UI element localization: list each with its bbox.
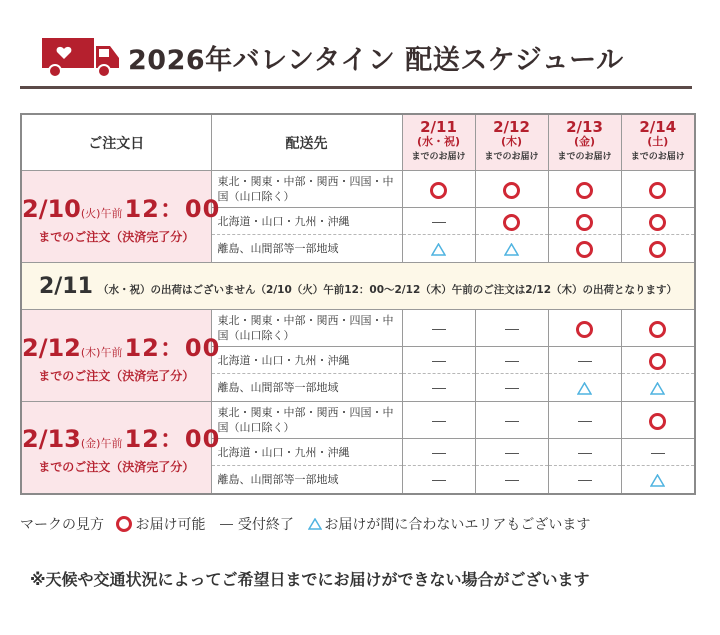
circle-mark-icon bbox=[503, 182, 520, 199]
circle-mark-icon bbox=[576, 241, 593, 258]
availability-cell bbox=[548, 235, 621, 263]
schedule-table bbox=[20, 113, 696, 495]
dash-mark-icon bbox=[505, 480, 519, 481]
delivery-date-header: 2/12 (木) までのお届け bbox=[475, 114, 548, 171]
availability-cell bbox=[402, 374, 475, 402]
availability-cell bbox=[475, 208, 548, 235]
availability-cell bbox=[621, 208, 695, 235]
order-group bbox=[21, 402, 695, 494]
circle-mark-icon bbox=[649, 241, 666, 258]
header-row bbox=[21, 114, 695, 171]
availability-cell bbox=[402, 310, 475, 347]
dash-mark-icon bbox=[432, 388, 446, 389]
legend-dash-text: 受付終了 bbox=[237, 517, 294, 533]
dash-mark-icon bbox=[651, 453, 665, 454]
table-row bbox=[21, 310, 695, 347]
availability-cell bbox=[475, 466, 548, 494]
table-row bbox=[21, 171, 695, 208]
availability-cell bbox=[475, 171, 548, 208]
availability-cell bbox=[475, 310, 548, 347]
circle-mark-icon bbox=[649, 214, 666, 231]
delivery-date-header: 2/11 (水・祝) までのお届け bbox=[402, 114, 475, 171]
circle-mark-icon bbox=[576, 214, 593, 231]
region-cell: 東北・関東・中部・関西・四国・中国（山口除く） bbox=[211, 402, 402, 439]
availability-cell bbox=[621, 235, 695, 263]
availability-cell bbox=[402, 466, 475, 494]
availability-cell bbox=[548, 402, 621, 439]
dash-mark-icon bbox=[505, 329, 519, 330]
availability-cell bbox=[548, 310, 621, 347]
dash-mark-icon bbox=[432, 222, 446, 223]
region-cell: 北海道・山口・九州・沖縄 bbox=[211, 439, 402, 466]
dash-mark-icon bbox=[220, 524, 233, 525]
dash-mark-icon bbox=[578, 480, 592, 481]
footer-note: ※天候や交通状況によってご希望日までにお届けができない場合がございます bbox=[30, 570, 590, 589]
triangle-mark-icon bbox=[431, 243, 446, 256]
notice-text: （水・祝）の出荷はございません（2/10（火）午前12：00〜2/12（木）午前のご注文は2/12（木）の出荷となります） bbox=[98, 283, 678, 296]
triangle-mark-icon bbox=[308, 518, 322, 530]
triangle-mark-icon bbox=[650, 474, 665, 487]
page-header bbox=[20, 28, 692, 88]
truck-heart-icon bbox=[42, 36, 120, 78]
triangle-mark-icon bbox=[650, 382, 665, 395]
availability-cell bbox=[621, 466, 695, 494]
dash-mark-icon bbox=[505, 388, 519, 389]
dash-mark-icon bbox=[432, 361, 446, 362]
availability-cell bbox=[475, 347, 548, 374]
availability-cell bbox=[475, 439, 548, 466]
availability-cell bbox=[548, 374, 621, 402]
availability-cell bbox=[548, 347, 621, 374]
order-deadline-cell: 2/13(金)午前12：00 までのご注文（決済完了分） bbox=[21, 402, 211, 494]
availability-cell bbox=[402, 171, 475, 208]
region-cell: 東北・関東・中部・関西・四国・中国（山口除く） bbox=[211, 171, 402, 208]
circle-mark-icon bbox=[576, 182, 593, 199]
circle-mark-icon bbox=[649, 182, 666, 199]
dash-mark-icon bbox=[432, 421, 446, 422]
legend bbox=[20, 514, 590, 534]
order-group bbox=[21, 171, 695, 263]
region-cell: 北海道・山口・九州・沖縄 bbox=[211, 347, 402, 374]
legend-triangle-text: お届けが間に合わないエリアもございます bbox=[324, 517, 591, 533]
availability-cell bbox=[621, 374, 695, 402]
table-row bbox=[21, 402, 695, 439]
availability-cell bbox=[548, 439, 621, 466]
page-title: 2026年バレンタイン 配送スケジュール bbox=[128, 45, 624, 76]
circle-mark-icon bbox=[649, 353, 666, 370]
availability-cell bbox=[402, 208, 475, 235]
dash-mark-icon bbox=[432, 453, 446, 454]
dash-mark-icon bbox=[505, 453, 519, 454]
region-cell: 離島、山間部等一部地域 bbox=[211, 374, 402, 402]
circle-mark-icon bbox=[649, 321, 666, 338]
availability-cell bbox=[548, 208, 621, 235]
circle-mark-icon bbox=[576, 321, 593, 338]
circle-mark-icon bbox=[116, 516, 132, 532]
order-group bbox=[21, 310, 695, 402]
availability-cell bbox=[621, 402, 695, 439]
order-deadline-cell: 2/12(木)午前12：00 までのご注文（決済完了分） bbox=[21, 310, 211, 402]
dash-mark-icon bbox=[578, 361, 592, 362]
availability-cell bbox=[548, 171, 621, 208]
region-cell: 離島、山間部等一部地域 bbox=[211, 466, 402, 494]
legend-circle-text: お届け可能 bbox=[135, 517, 206, 533]
notice-row bbox=[21, 263, 695, 310]
dash-mark-icon bbox=[505, 421, 519, 422]
dash-mark-icon bbox=[505, 361, 519, 362]
availability-cell bbox=[402, 402, 475, 439]
availability-cell bbox=[402, 439, 475, 466]
notice-section bbox=[21, 263, 695, 310]
delivery-date-header: 2/14 (土) までのお届け bbox=[621, 114, 695, 171]
circle-mark-icon bbox=[649, 413, 666, 430]
availability-cell bbox=[475, 235, 548, 263]
availability-cell bbox=[621, 310, 695, 347]
dash-mark-icon bbox=[578, 453, 592, 454]
header-divider bbox=[20, 86, 692, 89]
availability-cell bbox=[621, 171, 695, 208]
destination-header: 配送先 bbox=[211, 114, 402, 171]
legend-label: マークの見方 bbox=[20, 517, 104, 533]
availability-cell bbox=[475, 402, 548, 439]
availability-cell bbox=[475, 374, 548, 402]
delivery-date-header: 2/13 (金) までのお届け bbox=[548, 114, 621, 171]
availability-cell bbox=[402, 347, 475, 374]
order-date-header: ご注文日 bbox=[21, 114, 211, 171]
region-cell: 離島、山間部等一部地域 bbox=[211, 235, 402, 263]
availability-cell bbox=[402, 235, 475, 263]
availability-cell bbox=[621, 439, 695, 466]
circle-mark-icon bbox=[430, 182, 447, 199]
order-deadline-cell: 2/10(火)午前12：00 までのご注文（決済完了分） bbox=[21, 171, 211, 263]
dash-mark-icon bbox=[578, 421, 592, 422]
region-cell: 東北・関東・中部・関西・四国・中国（山口除く） bbox=[211, 310, 402, 347]
triangle-mark-icon bbox=[504, 243, 519, 256]
dash-mark-icon bbox=[432, 480, 446, 481]
availability-cell bbox=[548, 466, 621, 494]
triangle-mark-icon bbox=[577, 382, 592, 395]
availability-cell bbox=[621, 347, 695, 374]
region-cell: 北海道・山口・九州・沖縄 bbox=[211, 208, 402, 235]
circle-mark-icon bbox=[503, 214, 520, 231]
dash-mark-icon bbox=[432, 329, 446, 330]
notice-date: 2/11 bbox=[38, 273, 93, 299]
